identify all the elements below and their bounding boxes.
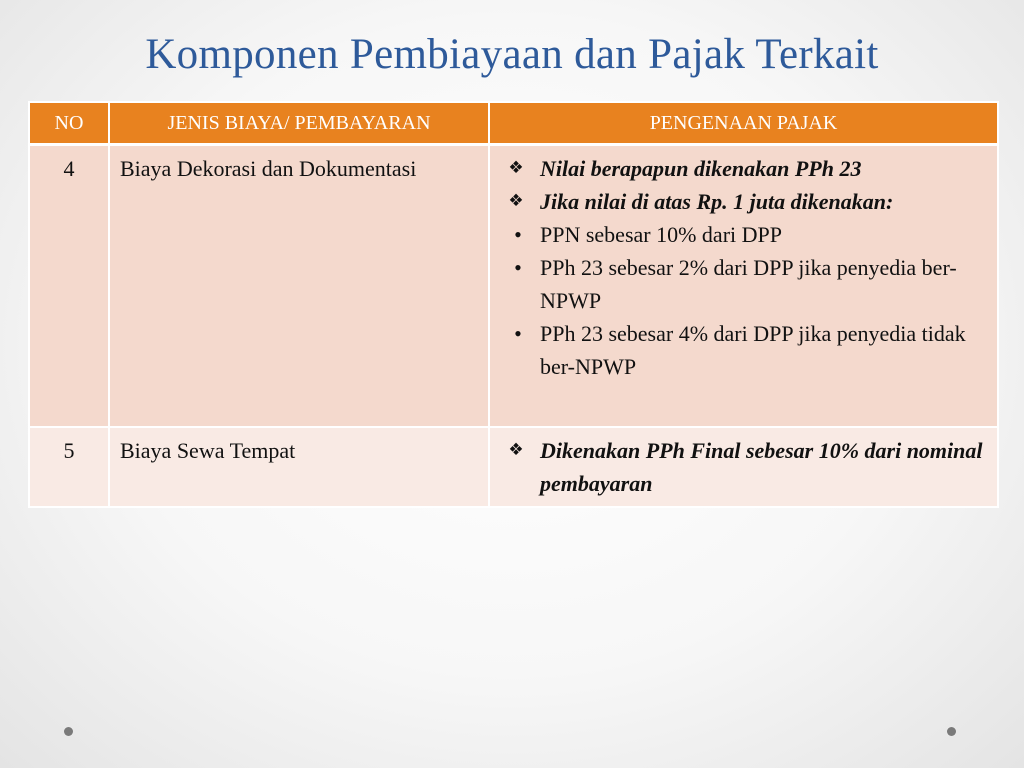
header-no: NO [29, 102, 109, 145]
table-row [29, 145, 998, 427]
bullet-icon: • [514, 321, 522, 346]
diamond-bullet-icon: ❖ [508, 191, 524, 211]
list-item [500, 152, 987, 185]
list-item [500, 218, 987, 251]
header-jenis-biaya: JENIS BIAYA/ PEMBAYARAN [109, 102, 489, 145]
decorative-dot-icon [64, 727, 73, 736]
list-item [500, 185, 987, 218]
list-item-text: Nilai berapapun dikenakan PPh 23 [540, 156, 862, 181]
tax-table [28, 101, 999, 508]
slide-title: Komponen Pembiayaan dan Pajak Terkait [145, 31, 879, 78]
list-item [500, 434, 987, 500]
list-item [500, 317, 987, 383]
diamond-bullet-icon: ❖ [508, 158, 524, 178]
cell-jenis-biaya: Biaya Dekorasi dan Dokumentasi [109, 145, 489, 427]
diamond-bullet-icon: ❖ [508, 439, 524, 460]
bullet-icon: • [514, 255, 522, 280]
table-header-row [29, 102, 998, 145]
decorative-dot-icon [947, 727, 956, 736]
tax-list [500, 152, 987, 383]
cell-no: 4 [29, 145, 109, 427]
list-item-text: Jika nilai di atas Rp. 1 juta dikenakan: [540, 189, 894, 214]
cell-no: 5 [29, 427, 109, 507]
list-item-text: PPh 23 sebesar 2% dari DPP jika penyedia ber-NPWP [540, 255, 957, 313]
cell-pengenaan-pajak [489, 427, 998, 507]
list-item [500, 251, 987, 317]
header-pengenaan-pajak: PENGENAAN PAJAK [489, 102, 998, 145]
cell-pengenaan-pajak [489, 145, 998, 427]
table-row [29, 427, 998, 507]
bullet-icon: • [514, 222, 522, 247]
list-item-text: PPh 23 sebesar 4% dari DPP jika penyedia tidak ber-NPWP [540, 321, 966, 379]
tax-list [500, 434, 987, 500]
cell-jenis-biaya: Biaya Sewa Tempat [109, 427, 489, 507]
list-item-text: Dikenakan PPh Final sebesar 10% dari nominal pembayaran [540, 437, 983, 496]
list-item-text: PPN sebesar 10% dari DPP [540, 222, 782, 247]
